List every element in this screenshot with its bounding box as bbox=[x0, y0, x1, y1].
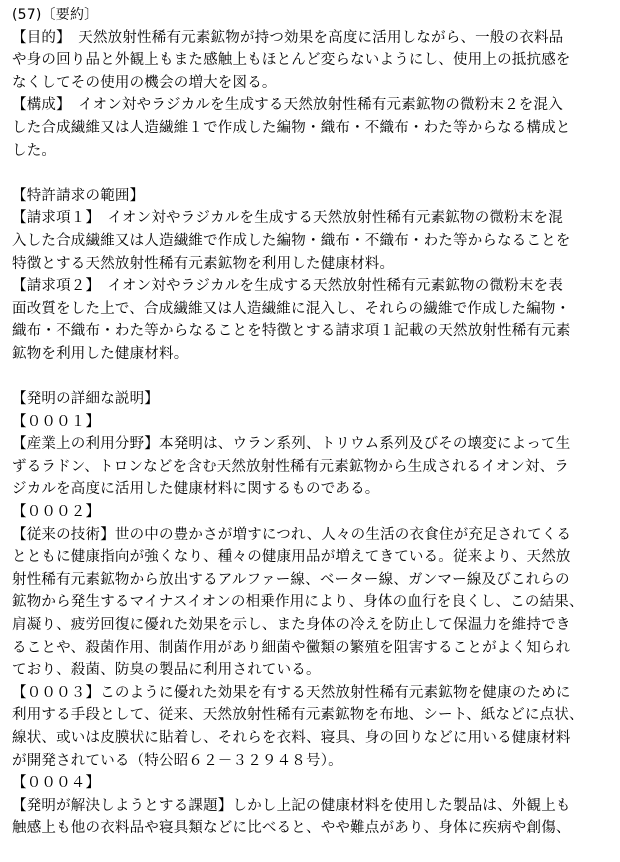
abstract-line: した。 bbox=[12, 142, 57, 159]
claims-section bbox=[12, 207, 612, 365]
description-line: 【産業上の利用分野】本発明は、ウラン系列、トリウム系列及びその壊変によって生 bbox=[12, 436, 571, 453]
description-heading: 【発明の詳細な説明】 bbox=[12, 391, 159, 408]
description-line: 【発明が解決しようとする課題】しかし上記の健康材料を使用した製品は、外観上も bbox=[12, 797, 571, 814]
abstract-section bbox=[12, 27, 612, 163]
description-line: 線状、或いは皮膜状に貼着し、それらを衣料、寝具、身の回りなどに用いる健康材料 bbox=[12, 730, 571, 746]
abstract-line: や身の回り品と外観上もまた感触上もほとんど変らないようにし、使用上の抵抗感を bbox=[12, 52, 571, 69]
section-spacer bbox=[12, 366, 612, 389]
patent-document bbox=[12, 4, 612, 840]
claim-line: 特徴とする天然放射性稀有元素鉱物を利用した健康材料。 bbox=[12, 255, 395, 272]
abstract-heading: (57)〔要約〕 bbox=[12, 7, 99, 23]
description-line: 鉱物から発生するマイナスイオンの相乗作用により、身体の血行を良くし、この結果、 bbox=[12, 594, 584, 611]
claim-line: 織布・不織布・わた等からなることを特徴とする請求項１記載の天然放射性稀有元素 bbox=[12, 323, 571, 340]
description-line: が開発されている（特公昭６２－３２９４８号）。 bbox=[12, 752, 343, 769]
description-line: 利用する手段として、従来、天然放射性稀有元素鉱物を布地、シート、紙などに点状、 bbox=[12, 707, 584, 724]
description-line: 【０００２】 bbox=[12, 504, 101, 521]
description-line: ジカルを高度に活用した健康材料に関するものである。 bbox=[12, 481, 380, 498]
description-line: 射性稀有元素鉱物から放出するアルファー線、ベーター線、ガンマー線及びこれらの bbox=[12, 571, 570, 588]
abstract-line: 【目的】 天然放射性稀有元素鉱物が持つ効果を高度に活用しながら、一般の衣料品 bbox=[12, 29, 564, 46]
claim-line: 【請求項１】 イオン対やラジカルを生成する天然放射性稀有元素鉱物の微粉末を混 bbox=[12, 210, 563, 227]
claim-line: 面改質をした上で、合成繊維又は人造繊維に混入し、それらの繊維で作成した編物・ bbox=[12, 300, 571, 317]
abstract-line: した合成繊維又は人造繊維１で作成した編物・織布・不織布・わた等からなる構成と bbox=[12, 119, 571, 136]
claim-line: 鉱物を利用した健康材料。 bbox=[12, 345, 189, 362]
abstract-line: 【構成】 イオン対やラジカルを生成する天然放射性稀有元素鉱物の微粉末２を混入 bbox=[12, 97, 563, 114]
description-line: 【０００４】 bbox=[12, 775, 101, 792]
claim-line: 入した合成繊維又は人造繊維で作成した編物・織布・不織布・わた等からなることを bbox=[12, 232, 571, 249]
description-line: ることや、殺菌作用、制菌作用があり細菌や黴類の繁殖を阻害することがよく知られ bbox=[12, 639, 571, 656]
claim-line: 【請求項２】 イオン対やラジカルを生成する天然放射性稀有元素鉱物の微粉末を表 bbox=[12, 278, 563, 295]
description-line: ずるラドン、トロンなどを含む天然放射性稀有元素鉱物から生成されるイオン対、ラ bbox=[12, 458, 570, 475]
description-line: とともに健康指向が強くなり、種々の健康用品が増えてきている。従来より、天然放 bbox=[12, 549, 571, 566]
description-line: 【従来の技術】世の中の豊かさが増すにつれ、人々の生活の衣食住が充足されてくる bbox=[12, 526, 572, 543]
claims-heading: 【特許請求の範囲】 bbox=[12, 187, 145, 204]
description-line: 【０００３】このように優れた効果を有する天然放射性稀有元素鉱物を健康のために bbox=[12, 684, 571, 701]
description-section bbox=[12, 411, 612, 840]
description-line: 触感上も他の衣料品や寝具類などに比べると、やや難点があり、身体に疾病や創傷、 bbox=[12, 820, 571, 837]
section-spacer bbox=[12, 162, 612, 185]
description-line: 【０００１】 bbox=[12, 413, 101, 430]
description-line: 肩凝り、疲労回復に優れた効果を示し、また身体の冷えを防止して保温力を維持でき bbox=[12, 617, 571, 634]
description-line: ており、殺菌、防臭の製品に利用されている。 bbox=[12, 662, 321, 679]
abstract-line: なくしてその使用の機会の増大を図る。 bbox=[12, 74, 277, 91]
